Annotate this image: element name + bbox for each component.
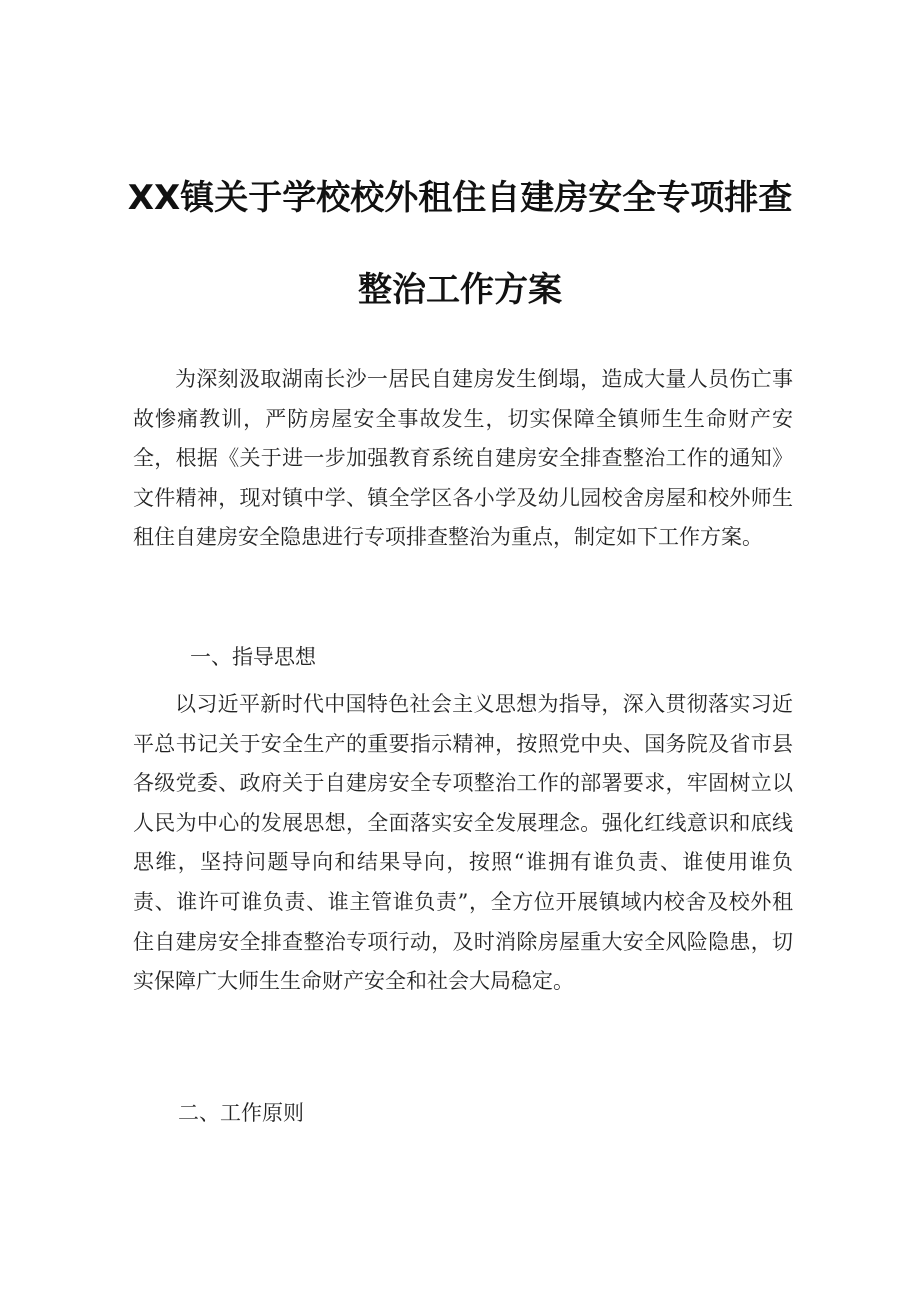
document-title-line-2: 整治工作方案 bbox=[358, 270, 562, 310]
guiding-ideology-paragraph: 以习近平新时代中国特色社会主义思想为指导，深入贯彻落实习近平总书记关于安全生产的重要指示精神，按照党中央、国务院及省市县各级党委、政府关于自建房安全专项整治工作的部署要求，牢固树立以人民为中心的发展思想，全面落实安全发展理念。强化红线意识和底线思维，坚持问题导向和结果导向，按照“谁拥有谁负责、谁使用谁负责、谁许可谁负责、谁主管谁负责”，全方位开展镇域内校舍及校外租住自建房安全排查整治专项行动，及时消除房屋重大安全风险隐患，切实保障广大师生生命财产安全和社会大局稳定。 bbox=[133, 692, 793, 994]
section-heading-guiding-ideology: 一、指导思想 bbox=[190, 645, 316, 669]
section-heading-working-principles: 二、工作原则 bbox=[178, 1101, 304, 1125]
document-title-line-1: XX镇关于学校校外租住自建房安全专项排查 bbox=[127, 178, 793, 218]
intro-paragraph: 为深刻汲取湖南长沙一居民自建房发生倒塌，造成大量人员伤亡事故惨痛教训，严防房屋安全事故发生，切实保障全镇师生生命财产安全，根据《关于进一步加强教育系统自建房安全排查整治工作的通知》文件精神，现对镇中学、镇全学区各小学及幼儿园校舍房屋和校外师生租住自建房安全隐患进行专项排查整治为重点，制定如下工作方案。 bbox=[133, 367, 793, 550]
